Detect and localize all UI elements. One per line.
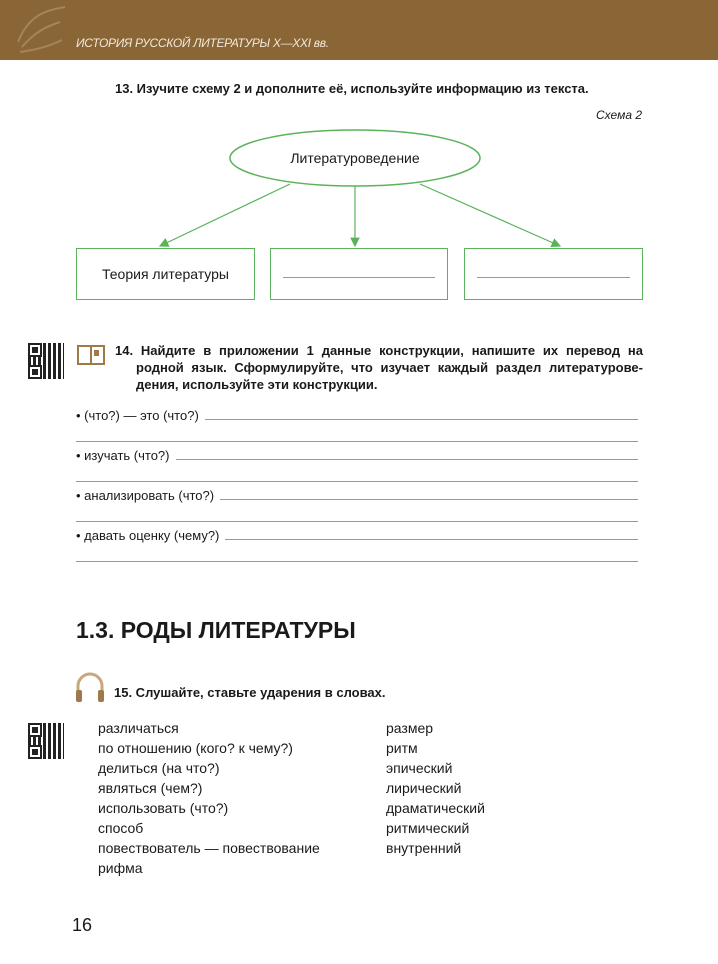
root-label: Литературоведение — [290, 150, 420, 166]
answer-line[interactable] — [76, 561, 638, 562]
word: делиться (на что?) — [98, 760, 220, 776]
word: внутренний — [386, 840, 462, 856]
construction-row[interactable] — [76, 408, 638, 423]
word: драматический — [386, 800, 485, 816]
word: различаться — [98, 720, 179, 736]
task-14-text — [115, 342, 643, 393]
box-label: Теория литературы — [102, 266, 229, 282]
word: использовать (что?) — [98, 800, 229, 816]
word: эпический — [386, 760, 453, 776]
scheme-box-blank[interactable] — [464, 248, 643, 300]
word: являться (чем?) — [98, 780, 203, 796]
answer-line[interactable] — [283, 277, 435, 278]
answer-line[interactable] — [76, 521, 638, 522]
arrow — [160, 184, 290, 246]
construction-label: • (что?) — это (что?) — [76, 408, 199, 423]
task-14-line: дения, используйте эти конструкции. — [136, 377, 378, 392]
task-13-text: 13. Изучите схему 2 и дополните её, используйте информацию из текста. — [115, 81, 589, 96]
task-14-line: родной язык. Сформулируйте, что изучает каждый раздел литературове- — [136, 360, 643, 375]
task-15-text: 15. Слушайте, ставьте ударения в словах. — [114, 685, 386, 700]
construction-label: • изучать (что?) — [76, 448, 170, 463]
word: лирический — [386, 780, 462, 796]
book-icon — [77, 344, 105, 366]
construction-row[interactable] — [76, 488, 638, 503]
scheme-box-theory — [76, 248, 255, 300]
scheme-box-blank[interactable] — [270, 248, 448, 300]
word: рифма — [98, 860, 143, 876]
word: способ — [98, 820, 144, 836]
task-14-line: 14. Найдите в приложении 1 данные конструкции, напишите их перевод на — [115, 343, 643, 358]
construction-label: • давать оценку (чему?) — [76, 528, 220, 543]
construction-row[interactable] — [76, 448, 638, 463]
answer-line[interactable] — [76, 441, 638, 442]
word: ритмический — [386, 820, 470, 836]
qr-code[interactable] — [28, 343, 64, 379]
answer-line[interactable] — [477, 277, 630, 278]
word-column-2 — [386, 718, 485, 858]
scheme-label: Схема 2 — [596, 108, 642, 122]
qr-code[interactable] — [28, 723, 64, 759]
header-title: ИСТОРИЯ РУССКОЙ ЛИТЕРАТУРЫ X—XXI вв. — [76, 36, 329, 50]
headphones-icon — [74, 672, 106, 704]
word: по отношению (кого? к чему?) — [98, 740, 293, 756]
word: повествователь — повествование — [98, 840, 320, 856]
word-column-1 — [98, 718, 320, 878]
word: размер — [386, 720, 434, 736]
section-title: 1.3. РОДЫ ЛИТЕРАТУРЫ — [76, 617, 356, 643]
page-number: 16 — [72, 915, 93, 935]
construction-row[interactable] — [76, 528, 638, 543]
word: ритм — [386, 740, 418, 756]
construction-label: • анализировать (что?) — [76, 488, 215, 503]
arrow — [420, 184, 560, 246]
answer-line[interactable] — [76, 481, 638, 482]
